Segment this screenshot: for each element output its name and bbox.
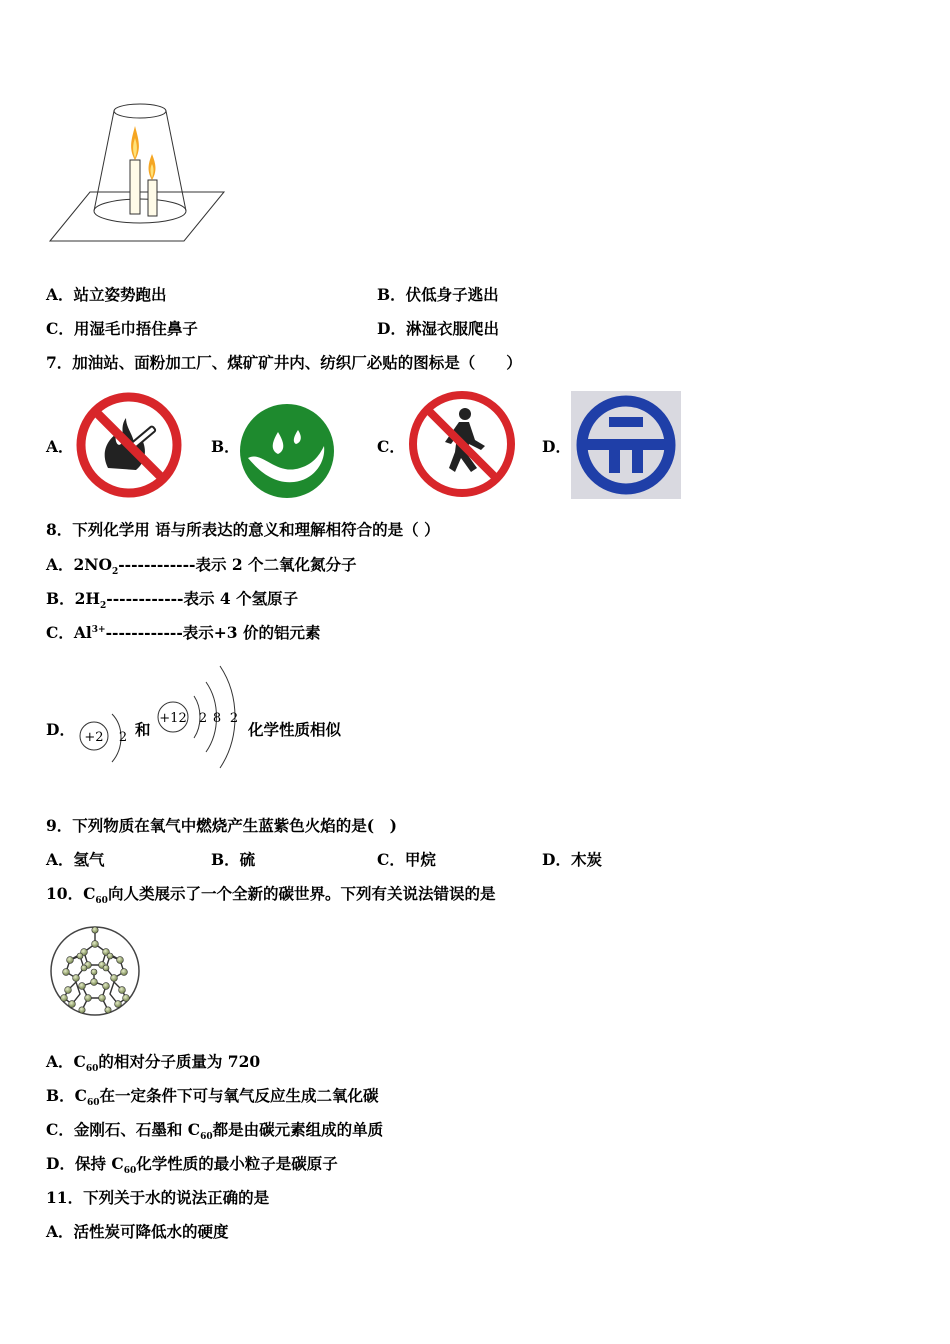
helium-nucleus-label: +2 [84, 730, 104, 745]
candle-jar-icon [44, 98, 228, 248]
q8-b-suffix: ------------表示 4 个氢原子 [106, 589, 299, 608]
q7-option-c-label: C． [377, 437, 405, 456]
q10-option-a [46, 1052, 261, 1075]
q10-a-post: 的相对分子质量为 720 [98, 1052, 261, 1071]
q10-d-sub: 60 [123, 1166, 137, 1177]
candle-experiment-figure [44, 98, 228, 248]
q8-d-conclusion: 化学性质相似 [248, 720, 342, 739]
q10-stem-subscript: 60 [95, 896, 108, 907]
option-d: D．淋湿衣服爬出 [377, 319, 499, 338]
q11-option-a: A．活性炭可降低水的硬度 [46, 1222, 229, 1241]
q9-option-b: B．硫 [211, 850, 256, 869]
q7-option-b-label: B． [211, 437, 240, 456]
magnesium-nucleus-label: +12 [159, 711, 187, 726]
question-8-stem: 8．下列化学用 语与所表达的意义和理解相符合的是（ ） [46, 520, 440, 539]
question-9-stem: 9．下列物质在氧气中燃烧产生蓝紫色火焰的是( ) [46, 816, 397, 835]
q10-stem-num: 10．C [46, 884, 96, 903]
magnesium-atom-diagram [154, 660, 246, 770]
q10-c-pre: C．金刚石、石墨和 C [46, 1120, 201, 1139]
option-c: C．用湿毛巾捂住鼻子 [46, 319, 198, 338]
q8-c-suffix: ------------表示+3 价的铝元素 [105, 623, 321, 642]
q10-a-sub: 60 [85, 1064, 99, 1075]
q10-c-sub: 60 [200, 1132, 213, 1143]
q10-stem-rest: 向人类展示了一个全新的碳世界。下列有关说法错误的是 [107, 884, 496, 903]
q8-c-prefix: C．Al [46, 623, 92, 642]
q7-option-a-label: A． [46, 437, 74, 456]
magnesium-shell-2: 8 [212, 711, 222, 726]
q8-c-superscript: 3+ [91, 624, 106, 635]
q10-b-post: 在一定条件下可与氧气反应生成二氧化碳 [99, 1086, 379, 1105]
option-a: A．站立姿势跑出 [46, 285, 167, 304]
question-10-stem [46, 884, 496, 907]
question-7-stem: 7．加油站、面粉加工厂、煤矿矿井内、纺织厂必贴的图标是（ ） [46, 353, 522, 372]
recycle-logo-icon [571, 391, 681, 499]
q8-option-b [46, 589, 299, 612]
q8-a-prefix: A．2NO [46, 555, 112, 574]
q10-d-post: 化学性质的最小粒子是碳原子 [136, 1154, 338, 1173]
q10-b-pre: B．C [46, 1086, 87, 1105]
helium-atom-diagram [74, 706, 134, 768]
q8-b-subscript: 2 [100, 601, 107, 612]
q9-option-d: D．木炭 [542, 850, 602, 869]
q8-a-subscript: 2 [111, 567, 119, 578]
q10-a-pre: A．C [46, 1052, 86, 1071]
q8-option-d-label: D． [46, 720, 75, 739]
q8-option-c [46, 623, 320, 643]
option-b: B．伏低身子逃出 [377, 285, 499, 304]
magnesium-shell-1: 2 [198, 711, 208, 726]
q9-option-c: C．甲烷 [377, 850, 436, 869]
q8-a-suffix: ------------表示 2 个二氧化氮分子 [118, 555, 357, 574]
q10-option-b [46, 1086, 379, 1109]
q10-c-post: 都是由碳元素组成的单质 [212, 1120, 384, 1139]
q10-b-sub: 60 [86, 1098, 100, 1109]
q8-d-and: 和 [135, 720, 151, 739]
q8-option-a [46, 555, 357, 578]
no-pedestrian-sign-icon [405, 388, 519, 500]
q10-option-d [46, 1154, 338, 1177]
q10-option-c [46, 1120, 384, 1143]
q7-option-d-label: D． [542, 437, 571, 456]
c60-fullerene-molecule-icon [46, 922, 144, 1020]
no-fire-sign-icon [74, 390, 184, 500]
magnesium-shell-3: 2 [229, 711, 239, 726]
q8-b-prefix: B．2H [46, 589, 101, 608]
q9-option-a: A．氢气 [46, 850, 105, 869]
helium-shell-1: 2 [118, 730, 128, 745]
question-11-stem: 11．下列关于水的说法正确的是 [46, 1188, 270, 1207]
q10-d-pre: D．保持 C [46, 1154, 124, 1173]
water-saving-sign-icon [238, 402, 336, 500]
